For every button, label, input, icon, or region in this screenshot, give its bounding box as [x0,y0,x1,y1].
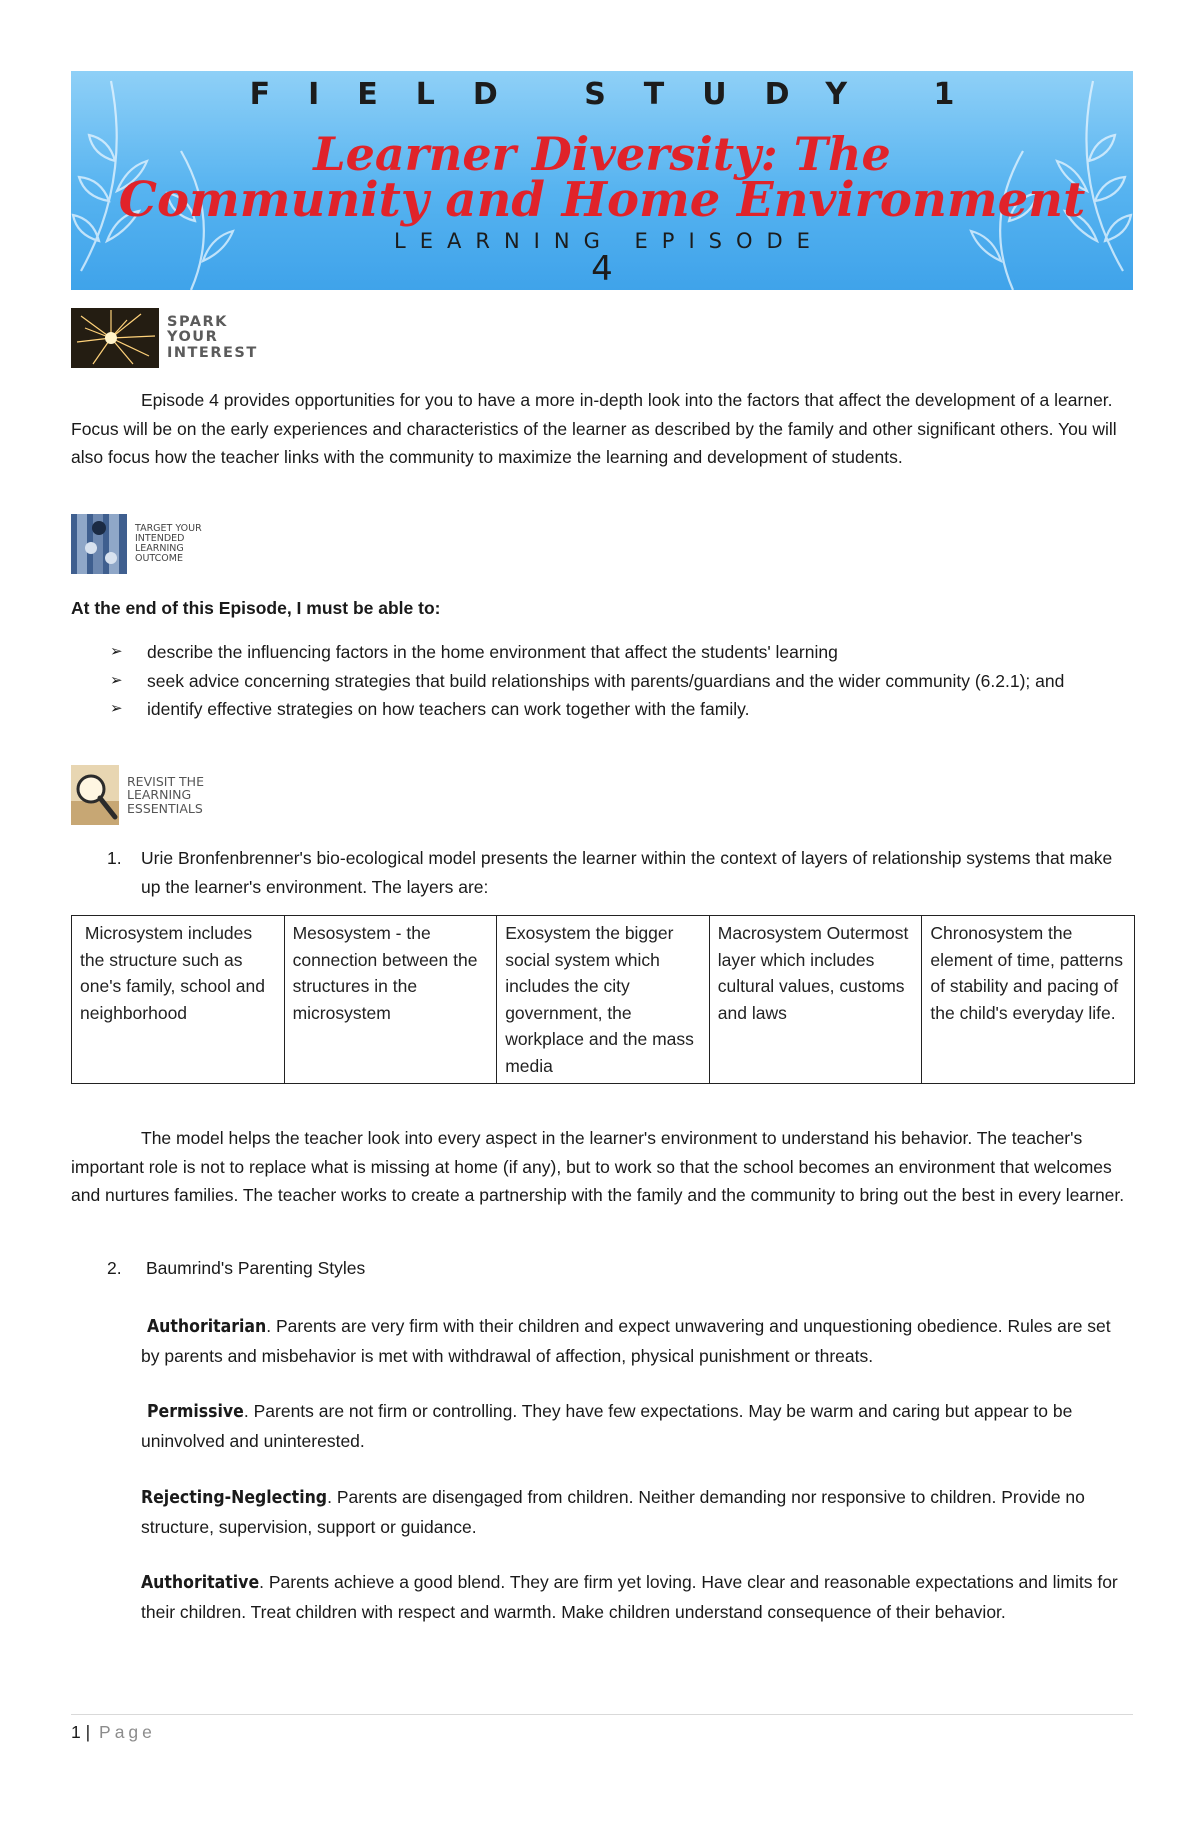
style-description: . Parents are disengaged from children. Neither demanding nor responsive to children. Provide no structure, supervision, support or guidance. [141,1487,1085,1537]
model-paragraph: The model helps the teacher look into every aspect in the learner's environment to understand his behavior. The teacher's important role is not to replace what is missing at home (if any), but to work so that the school becomes an environment that welcomes and nurtures families. The teacher works to create a partnership with the family and the community to bring out the best in every learner. [71,1128,1125,1205]
list-number: 1. [107,848,122,868]
parenting-style-authoritarian [141,1312,1131,1370]
section-header-target [71,514,202,574]
parenting-style-authoritative [141,1568,1131,1626]
essentials-item-1 [107,844,1127,901]
page-word: Page [99,1722,156,1742]
page-number: 1 [71,1722,81,1742]
style-term: Permissive [147,1402,244,1422]
spark-section-label: SPARK YOUR INTEREST [167,314,258,361]
style-term: Authoritarian [147,1317,267,1337]
parenting-style-permissive [141,1397,1131,1455]
arrow-bullet-icon: ➢ [110,700,123,717]
style-description: . Parents are very firm with their children and expect unwavering and unquestioning obedience. Rules are set by parents and misbehavior is met with withdrawal of affection, physical punishment or threats. [141,1316,1111,1366]
banner-title-line-1: Learner Diversity: The [313,127,891,181]
spark-paragraph: Episode 4 provides opportunities for you to have a more in-depth look into the factors that affect the development of a learner. Focus will be on the early experiences and characteristics of the learner as described by the family and other significant others. You will also focus how the teacher links with the community to maximize the learning and development of students. [71,390,1117,467]
arrow-bullet-icon: ➢ [110,671,123,689]
episode-banner [71,71,1133,290]
table-cell-mesosystem: Mesosystem - the connection between the structures in the microsystem [284,916,497,1084]
footer-divider [71,1714,1133,1715]
table-cell-chronosystem: Chronosystem the element of time, patterns of stability and pacing of the child's everyday life. [922,916,1135,1084]
banner-episode-number: 4 [591,249,613,289]
parenting-style-rejecting-neglecting [141,1483,1131,1541]
style-description: . Parents are not firm or controlling. They have few expectations. May be warm and caring but appear to be uninvolved and uninterested. [141,1401,1073,1451]
revisit-section-label: REVISIT THE LEARNING ESSENTIALS [127,774,204,816]
section-header-revisit [71,765,204,825]
target-section-label: TARGET YOUR INTENDED LEARNING OUTCOME [135,523,202,564]
essentials-item-2-text: Baumrind's Parenting Styles [146,1258,366,1278]
page-separator: | [85,1722,91,1742]
banner-title-line-2: Community and Home Environment [118,172,1086,228]
table-cell-macrosystem: Macrosystem Outermost layer which includes cultural values, customs and laws [709,916,922,1084]
style-term: Rejecting-Neglecting [141,1488,328,1508]
essentials-item-2 [107,1254,1127,1283]
banner-course-title: FIELD STUDY 1 [249,77,993,112]
banner-episode-label: LEARNING EPISODE [394,229,824,253]
list-item: ➢ seek advice concerning strategies that build relationships with parents/guardians and the wider community (6.2.1); and [110,667,1110,696]
sparkler-icon [71,308,159,368]
arrow-bullet-icon: ➢ [110,643,123,660]
ecological-layers-table [71,915,1135,1084]
table-row [72,916,1135,1084]
outcomes-intro: At the end of this Episode, I must be able to: [71,598,441,618]
table-cell-exosystem: Exosystem the bigger social system which includes the city government, the workplace and the mass media [497,916,710,1084]
table-cell-microsystem: Microsystem includes the structure such as one's family, school and neighborhood [72,916,285,1084]
list-number: 2. [107,1258,122,1278]
page-footer [71,1722,156,1743]
outcomes-list [110,638,1110,724]
style-description: . Parents achieve a good blend. They are firm yet loving. Have clear and reasonable expectations and limits for their children. Treat children with respect and warmth. Make children understand consequence of their behavior. [141,1572,1118,1622]
magnifying-glass-icon [71,765,119,825]
list-item: ➢ describe the influencing factors in the home environment that affect the students' learning [110,638,1110,667]
target-dartboard-icon [71,514,127,574]
section-header-spark [71,308,258,368]
style-term: Authoritative [141,1573,260,1593]
list-item: ➢ identify effective strategies on how teachers can work together with the family. [110,695,1110,724]
essentials-item-1-text: Urie Bronfenbrenner's bio-ecological model presents the learner within the context of layers of relationship systems that make up the learner's environment. The layers are: [141,848,1113,897]
